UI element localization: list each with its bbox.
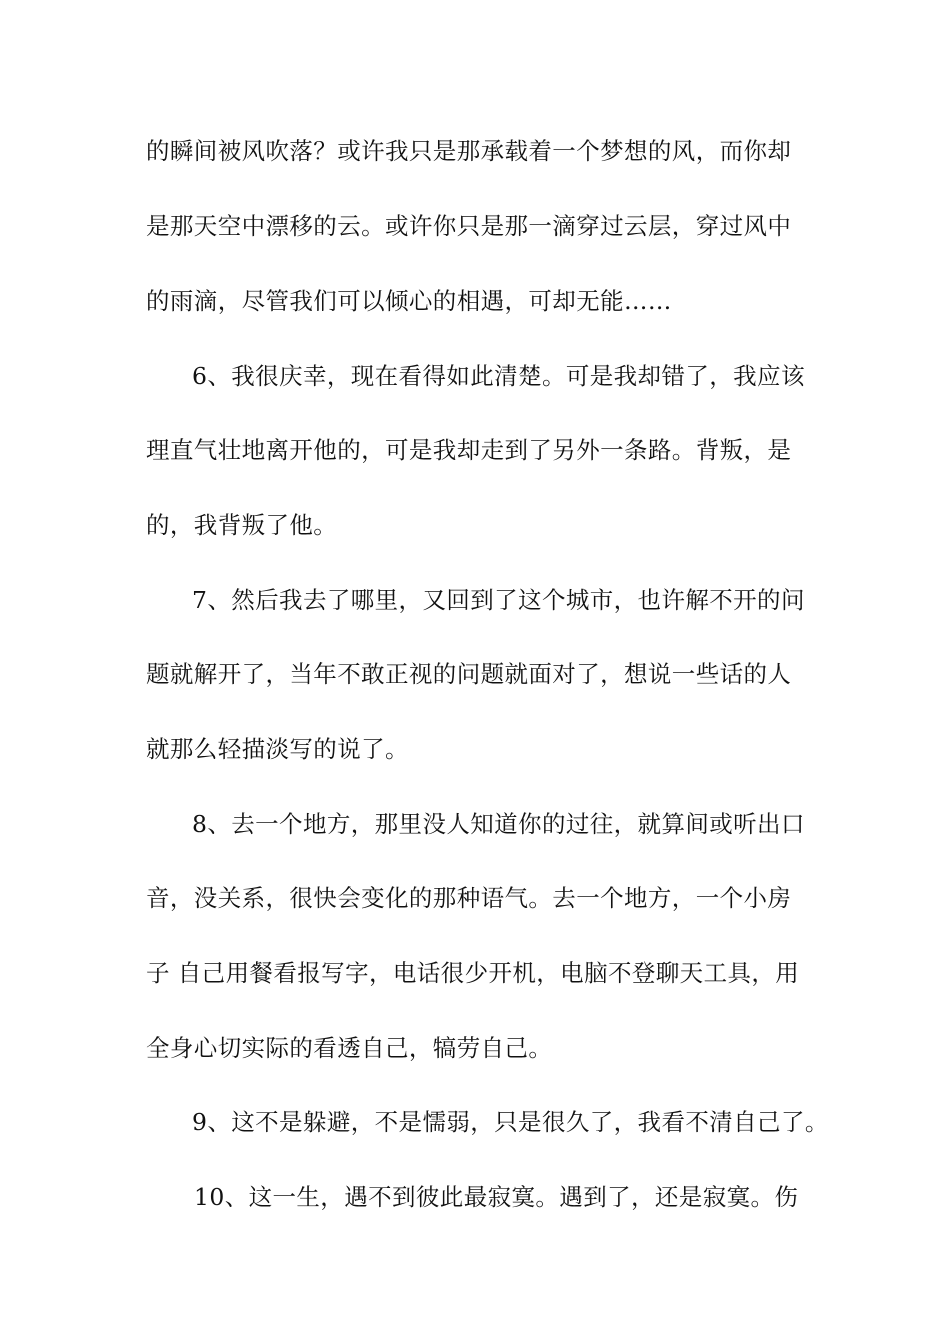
text-line: 的雨滴，尽管我们可以倾心的相遇，可却无能…… <box>146 287 672 315</box>
paragraph-9: 9、这不是躲避，不是懦弱，只是很久了，我看不清自己了。 <box>192 1108 829 1136</box>
text-line: 音，没关系，很快会变化的那种语气。去一个地方，一个小房 <box>146 884 792 912</box>
text-line: 的，我背叛了他。 <box>146 511 338 539</box>
text-line: 子 自己用餐看报写字，电话很少开机，电脑不登聊天工具，用 <box>146 959 800 987</box>
paragraph-10-start: 10、这一生，遇不到彼此最寂寞。遇到了，还是寂寞。伤 <box>194 1183 799 1211</box>
text-line: 理直气壮地离开他的，可是我却走到了另外一条路。背叛，是 <box>146 436 792 464</box>
text-line: 题就解开了，当年不敢正视的问题就面对了，想说一些话的人 <box>146 660 792 688</box>
text-line: 全身心切实际的看透自己，犒劳自己。 <box>146 1034 553 1062</box>
text-line: 就那么轻描淡写的说了。 <box>146 735 409 763</box>
paragraph-6-start: 6、我很庆幸，现在看得如此清楚。可是我却错了，我应该 <box>192 362 805 390</box>
text-line: 的瞬间被风吹落？或许我只是那承载着一个梦想的风，而你却 <box>146 137 792 165</box>
paragraph-7-start: 7、然后我去了哪里，又回到了这个城市，也许解不开的问 <box>192 586 805 614</box>
paragraph-8-start: 8、去一个地方，那里没人知道你的过往，就算间或听出口 <box>192 810 805 838</box>
text-line: 是那天空中漂移的云。或许你只是那一滴穿过云层，穿过风中 <box>146 212 792 240</box>
